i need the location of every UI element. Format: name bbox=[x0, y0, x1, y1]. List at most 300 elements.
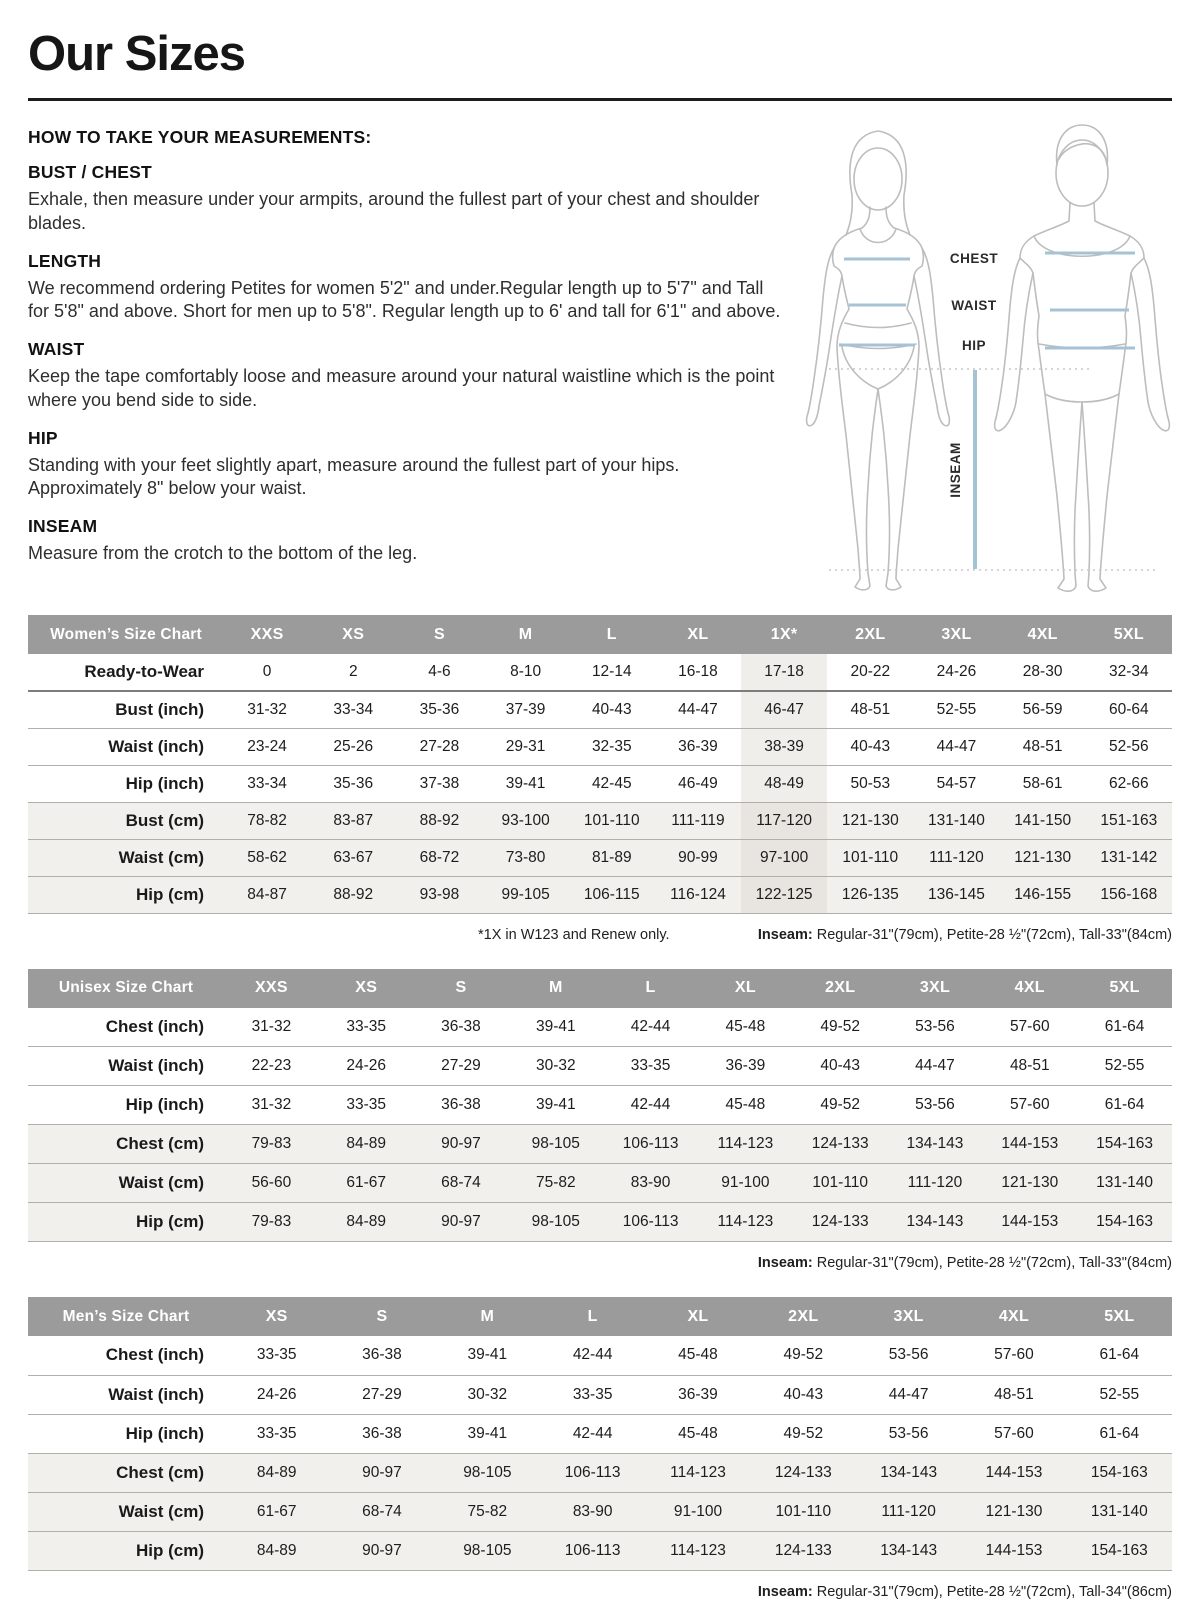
size-value-cell: 61-64 bbox=[1104, 1096, 1145, 1113]
size-value-cell: 36-38 bbox=[441, 1017, 481, 1035]
section-body: Standing with your feet slightly apart, measure around the fullest part of your hips. Approximately 8" below your waist. bbox=[28, 454, 680, 499]
size-value-cell: 37-39 bbox=[505, 700, 546, 718]
size-value-cell: 29-31 bbox=[505, 737, 546, 755]
size-value-cell: 40-43 bbox=[820, 1057, 860, 1074]
size-value-cell: 28-30 bbox=[1022, 663, 1063, 680]
size-column-header: 3XL bbox=[856, 1297, 961, 1336]
size-value-cell: 42-44 bbox=[630, 1017, 671, 1035]
section-title: LENGTH bbox=[28, 250, 102, 271]
size-chart-header-row bbox=[28, 615, 1172, 654]
womens-size-table bbox=[28, 615, 1172, 914]
woman-outline bbox=[807, 131, 950, 590]
size-value-cell: 52-56 bbox=[1109, 737, 1149, 755]
size-value-cell: 36-38 bbox=[441, 1096, 481, 1113]
size-value-cell: 101-110 bbox=[583, 811, 640, 829]
size-value-cell: 45-48 bbox=[678, 1424, 718, 1442]
size-value-cell: 88-92 bbox=[333, 885, 374, 903]
size-value-cell: 101-110 bbox=[812, 1174, 869, 1191]
row-label: Hip (inch) bbox=[125, 773, 204, 793]
size-value-cell: 57-60 bbox=[1009, 1017, 1050, 1035]
size-value-cell: 93-98 bbox=[419, 885, 460, 903]
size-row bbox=[28, 1414, 1172, 1453]
size-row bbox=[28, 654, 1172, 691]
size-value-cell: 4-6 bbox=[428, 663, 451, 680]
size-row bbox=[28, 728, 1172, 765]
size-value-cell: 31-32 bbox=[251, 1096, 292, 1113]
size-value-cell: 49-52 bbox=[783, 1346, 824, 1364]
size-value-cell: 57-60 bbox=[1009, 1096, 1050, 1113]
size-value-cell: 79-83 bbox=[251, 1135, 292, 1152]
size-value-cell: 45-48 bbox=[725, 1096, 766, 1113]
size-value-cell: 78-82 bbox=[247, 811, 287, 829]
size-value-cell: 61-67 bbox=[256, 1502, 297, 1520]
size-value-cell: 57-60 bbox=[994, 1424, 1034, 1442]
size-value-cell: 68-74 bbox=[441, 1174, 481, 1191]
size-value-cell: 151-163 bbox=[1100, 811, 1158, 829]
size-column-header: 5XL bbox=[1086, 615, 1172, 654]
size-value-cell: 12-14 bbox=[591, 663, 632, 680]
chart-title: Women’s Size Chart bbox=[28, 615, 224, 654]
size-value-cell: 88-92 bbox=[419, 811, 460, 829]
size-row bbox=[28, 1453, 1172, 1492]
size-value-cell: 39-41 bbox=[467, 1424, 508, 1442]
size-value-cell: 111-120 bbox=[907, 1174, 963, 1191]
size-value-cell: 124-133 bbox=[811, 1213, 869, 1230]
size-value-cell: 53-56 bbox=[915, 1096, 955, 1113]
size-value-cell: 61-67 bbox=[346, 1174, 387, 1191]
section-body: We recommend ordering Petites for women 5'2" and under.Regular length up to 5'7" and Tall for 5'8" and above. Short for men up to 5'8". Regular length up to 6' and tall for 6'1" and above. bbox=[28, 277, 781, 322]
size-value-cell: 38-39 bbox=[741, 728, 827, 765]
size-value-cell: 144-153 bbox=[1001, 1213, 1059, 1230]
size-value-cell: 33-35 bbox=[346, 1017, 387, 1035]
size-value-cell: 124-133 bbox=[811, 1135, 869, 1152]
size-value-cell: 31-32 bbox=[251, 1017, 292, 1035]
size-value-cell: 131-140 bbox=[928, 811, 985, 829]
size-value-cell: 126-135 bbox=[841, 885, 899, 903]
size-column-header: 3XL bbox=[913, 615, 999, 654]
size-value-cell: 83-90 bbox=[630, 1174, 671, 1191]
size-row bbox=[28, 876, 1172, 913]
mens-size-chart-section bbox=[28, 1297, 1172, 1600]
size-value-cell: 49-52 bbox=[820, 1096, 860, 1113]
size-value-cell: 39-41 bbox=[467, 1346, 508, 1364]
row-label: Bust (cm) bbox=[125, 810, 204, 830]
size-value-cell: 40-43 bbox=[783, 1385, 824, 1403]
size-column-header: XXS bbox=[224, 615, 310, 654]
size-value-cell: 131-140 bbox=[1096, 1174, 1154, 1191]
size-value-cell: 83-90 bbox=[572, 1502, 613, 1520]
size-column-header: 5XL bbox=[1067, 1297, 1172, 1336]
hip-label: HIP bbox=[961, 338, 987, 353]
size-value-cell: 90-97 bbox=[362, 1463, 402, 1481]
size-value-cell: 136-145 bbox=[928, 885, 985, 903]
size-row bbox=[28, 1164, 1172, 1203]
size-value-cell: 23-24 bbox=[247, 737, 287, 755]
row-label: Bust (inch) bbox=[115, 699, 204, 719]
size-column-header: XXS bbox=[224, 969, 319, 1008]
size-value-cell: 146-155 bbox=[1014, 885, 1072, 903]
size-column-header: S bbox=[329, 1297, 434, 1336]
size-chart-header-row bbox=[28, 1297, 1172, 1336]
section-length bbox=[28, 251, 782, 325]
size-value-cell: 68-72 bbox=[419, 848, 460, 866]
size-value-cell: 154-163 bbox=[1096, 1135, 1154, 1152]
size-value-cell: 27-29 bbox=[362, 1385, 402, 1403]
size-value-cell: 111-120 bbox=[881, 1502, 936, 1520]
size-row bbox=[28, 1375, 1172, 1414]
size-value-cell: 39-41 bbox=[535, 1096, 576, 1113]
size-value-cell: 54-57 bbox=[936, 774, 977, 792]
size-value-cell: 134-143 bbox=[880, 1463, 938, 1481]
size-value-cell: 106-113 bbox=[622, 1135, 679, 1152]
man-outline bbox=[995, 125, 1170, 591]
unisex-size-table bbox=[28, 969, 1172, 1243]
size-value-cell: 63-67 bbox=[333, 848, 374, 866]
unisex-inseam-note bbox=[758, 1255, 1172, 1271]
size-value-cell: 40-43 bbox=[850, 737, 891, 755]
size-value-cell: 44-47 bbox=[936, 737, 977, 755]
size-value-cell: 154-163 bbox=[1096, 1213, 1154, 1230]
size-value-cell: 114-123 bbox=[717, 1135, 774, 1152]
size-value-cell: 39-41 bbox=[535, 1017, 576, 1035]
row-label: Waist (inch) bbox=[108, 736, 204, 756]
inseam-note-text: Regular-31"(79cm), Petite-28 ½"(72cm), Tall-33"(84cm) bbox=[812, 1255, 1172, 1271]
size-value-cell: 27-29 bbox=[441, 1057, 481, 1074]
size-value-cell: 17-18 bbox=[741, 654, 827, 691]
size-value-cell: 144-153 bbox=[985, 1463, 1043, 1481]
size-value-cell: 56-60 bbox=[251, 1174, 292, 1191]
size-row bbox=[28, 765, 1172, 802]
size-value-cell: 61-64 bbox=[1099, 1424, 1140, 1442]
size-value-cell: 84-87 bbox=[247, 885, 287, 903]
size-value-cell: 53-56 bbox=[915, 1017, 955, 1035]
size-column-header: 4XL bbox=[961, 1297, 1066, 1336]
size-value-cell: 30-32 bbox=[535, 1057, 576, 1074]
size-value-cell: 114-123 bbox=[670, 1463, 726, 1481]
size-column-header: 2XL bbox=[827, 615, 913, 654]
size-value-cell: 62-66 bbox=[1109, 774, 1149, 792]
size-value-cell: 84-89 bbox=[346, 1213, 387, 1230]
size-value-cell: 39-41 bbox=[505, 774, 546, 792]
body-measurement-figure bbox=[782, 115, 1172, 595]
size-value-cell: 84-89 bbox=[256, 1541, 297, 1559]
size-row bbox=[28, 1492, 1172, 1531]
section-hip bbox=[28, 428, 782, 502]
size-value-cell: 40-43 bbox=[591, 700, 632, 718]
size-chart-header-row bbox=[28, 969, 1172, 1008]
size-value-cell: 24-26 bbox=[256, 1385, 297, 1403]
size-value-cell: 53-56 bbox=[888, 1424, 929, 1442]
size-value-cell: 22-23 bbox=[251, 1057, 292, 1074]
row-label: Hip (inch) bbox=[125, 1095, 204, 1114]
size-column-header: XS bbox=[310, 615, 396, 654]
body-diagram-svg bbox=[782, 117, 1172, 595]
chest-label: CHEST bbox=[949, 251, 999, 266]
size-value-cell: 24-26 bbox=[936, 663, 977, 680]
section-title: HIP bbox=[28, 427, 58, 448]
size-value-cell: 121-130 bbox=[985, 1502, 1043, 1520]
size-value-cell: 98-105 bbox=[463, 1541, 512, 1559]
size-value-cell: 98-105 bbox=[531, 1213, 580, 1230]
size-value-cell: 49-52 bbox=[783, 1424, 824, 1442]
size-value-cell: 154-163 bbox=[1090, 1463, 1148, 1481]
size-row bbox=[28, 802, 1172, 839]
size-value-cell: 79-83 bbox=[251, 1213, 292, 1230]
size-value-cell: 30-32 bbox=[467, 1385, 508, 1403]
size-value-cell: 81-89 bbox=[591, 848, 632, 866]
size-column-header: XL bbox=[645, 1297, 750, 1336]
size-value-cell: 45-48 bbox=[725, 1017, 766, 1035]
size-value-cell: 61-64 bbox=[1099, 1346, 1140, 1364]
inseam-note-label: Inseam: bbox=[757, 1583, 813, 1600]
row-label: Chest (inch) bbox=[105, 1016, 204, 1036]
size-value-cell: 93-100 bbox=[501, 811, 550, 829]
row-label: Chest (cm) bbox=[116, 1134, 204, 1153]
size-value-cell: 134-143 bbox=[906, 1135, 964, 1152]
mens-inseam-note bbox=[758, 1584, 1172, 1600]
size-value-cell: 141-150 bbox=[1014, 811, 1072, 829]
size-value-cell: 121-130 bbox=[841, 811, 899, 829]
size-column-header: S bbox=[396, 615, 482, 654]
section-title: WAIST bbox=[28, 339, 85, 359]
size-value-cell: 124-133 bbox=[774, 1541, 832, 1559]
size-value-cell: 73-80 bbox=[505, 848, 546, 866]
section-title: BUST / CHEST bbox=[28, 162, 152, 182]
size-value-cell: 57-60 bbox=[994, 1346, 1034, 1364]
size-column-header: XL bbox=[655, 615, 741, 654]
size-value-cell: 46-47 bbox=[741, 691, 827, 728]
size-value-cell: 35-36 bbox=[333, 774, 374, 792]
size-value-cell: 122-125 bbox=[741, 876, 827, 913]
size-value-cell: 121-130 bbox=[1014, 848, 1072, 866]
size-value-cell: 124-133 bbox=[774, 1463, 832, 1481]
section-body: Exhale, then measure under your armpits, around the fullest part of your chest and shoulder blades. bbox=[28, 189, 760, 233]
size-value-cell: 101-110 bbox=[775, 1502, 832, 1520]
size-value-cell: 48-51 bbox=[1009, 1057, 1050, 1074]
size-value-cell: 33-35 bbox=[630, 1057, 671, 1074]
mens-size-table bbox=[28, 1297, 1172, 1571]
size-value-cell: 144-153 bbox=[985, 1541, 1043, 1559]
section-body: Measure from the crotch to the bottom of the leg. bbox=[28, 543, 418, 563]
size-value-cell: 75-82 bbox=[467, 1502, 508, 1520]
size-column-header: L bbox=[603, 969, 698, 1008]
unisex-size-chart-section bbox=[28, 969, 1172, 1272]
size-value-cell: 48-49 bbox=[741, 765, 827, 802]
size-value-cell: 25-26 bbox=[333, 737, 374, 755]
row-label: Waist (inch) bbox=[108, 1384, 204, 1404]
size-value-cell: 36-39 bbox=[678, 1385, 718, 1403]
size-value-cell: 106-115 bbox=[583, 885, 640, 903]
size-value-cell: 52-55 bbox=[1099, 1385, 1140, 1403]
size-column-header: 5XL bbox=[1077, 969, 1172, 1008]
size-value-cell: 24-26 bbox=[346, 1057, 387, 1074]
mens-table-notes bbox=[28, 1584, 1172, 1600]
row-label: Hip (inch) bbox=[125, 1423, 204, 1443]
size-value-cell: 48-51 bbox=[850, 700, 891, 718]
size-value-cell: 46-49 bbox=[678, 774, 718, 792]
size-value-cell: 8-10 bbox=[510, 663, 542, 680]
size-value-cell: 106-113 bbox=[564, 1463, 621, 1481]
size-value-cell: 75-82 bbox=[535, 1174, 576, 1191]
size-value-cell: 68-74 bbox=[362, 1502, 402, 1520]
size-value-cell: 111-120 bbox=[929, 848, 984, 866]
size-value-cell: 111-119 bbox=[671, 811, 725, 829]
size-value-cell: 32-34 bbox=[1109, 663, 1149, 680]
size-column-header: 4XL bbox=[1000, 615, 1086, 654]
size-value-cell: 131-142 bbox=[1100, 848, 1158, 866]
size-value-cell: 27-28 bbox=[419, 737, 460, 755]
row-label: Chest (inch) bbox=[105, 1345, 204, 1365]
size-value-cell: 0 bbox=[262, 663, 272, 680]
row-label: Waist (cm) bbox=[118, 847, 204, 867]
size-row bbox=[28, 1203, 1172, 1242]
size-value-cell: 48-51 bbox=[994, 1385, 1034, 1403]
size-value-cell: 90-97 bbox=[362, 1541, 402, 1559]
row-label: Chest (cm) bbox=[116, 1462, 204, 1482]
size-column-header: L bbox=[540, 1297, 645, 1336]
measurement-instructions bbox=[28, 115, 782, 595]
size-value-cell: 91-100 bbox=[673, 1502, 723, 1520]
size-value-cell: 35-36 bbox=[419, 700, 460, 718]
size-value-cell: 91-100 bbox=[721, 1174, 770, 1191]
size-value-cell: 48-51 bbox=[1022, 737, 1063, 755]
size-value-cell: 116-124 bbox=[670, 885, 726, 903]
womens-size-chart-section bbox=[28, 615, 1172, 943]
size-value-cell: 84-89 bbox=[256, 1463, 297, 1481]
size-column-header: 4XL bbox=[982, 969, 1077, 1008]
inseam-label: INSEAM bbox=[948, 442, 963, 498]
size-value-cell: 44-47 bbox=[915, 1057, 955, 1074]
size-value-cell: 36-39 bbox=[678, 737, 718, 755]
size-row bbox=[28, 1125, 1172, 1164]
size-value-cell: 37-38 bbox=[419, 774, 460, 792]
size-row bbox=[28, 1086, 1172, 1125]
size-value-cell: 42-44 bbox=[630, 1096, 671, 1113]
chart-title: Men’s Size Chart bbox=[28, 1297, 224, 1336]
size-value-cell: 33-35 bbox=[256, 1346, 297, 1364]
size-value-cell: 154-163 bbox=[1090, 1541, 1148, 1559]
size-value-cell: 33-35 bbox=[256, 1424, 297, 1442]
size-value-cell: 114-123 bbox=[717, 1213, 774, 1230]
intro-section bbox=[28, 115, 1172, 595]
row-label: Waist (cm) bbox=[118, 1173, 204, 1192]
row-label: Hip (cm) bbox=[136, 1540, 204, 1560]
size-value-cell: 31-32 bbox=[247, 700, 287, 718]
size-value-cell: 16-18 bbox=[678, 663, 718, 680]
size-value-cell: 84-89 bbox=[346, 1135, 387, 1152]
size-value-cell: 20-22 bbox=[850, 663, 891, 680]
size-value-cell: 58-61 bbox=[1022, 774, 1063, 792]
size-value-cell: 42-44 bbox=[572, 1424, 613, 1442]
inseam-note-label: Inseam: bbox=[757, 1255, 813, 1271]
size-value-cell: 44-47 bbox=[888, 1385, 929, 1403]
size-value-cell: 144-153 bbox=[1001, 1135, 1059, 1152]
size-value-cell: 36-39 bbox=[725, 1057, 766, 1074]
size-column-header: 2XL bbox=[751, 1297, 856, 1336]
size-value-cell: 114-123 bbox=[670, 1541, 726, 1559]
row-label: Hip (cm) bbox=[136, 884, 204, 904]
size-value-cell: 90-99 bbox=[678, 848, 718, 866]
size-value-cell: 117-120 bbox=[741, 802, 827, 839]
size-row bbox=[28, 691, 1172, 728]
womens-table-notes bbox=[28, 927, 1172, 943]
size-row bbox=[28, 839, 1172, 876]
womens-inseam-note bbox=[758, 927, 1172, 943]
section-body: Keep the tape comfortably loose and measure around your natural waistline which is the point where you bend side to side. bbox=[28, 366, 775, 410]
size-value-cell: 36-38 bbox=[362, 1424, 402, 1442]
row-label: Hip (cm) bbox=[136, 1212, 204, 1231]
size-value-cell: 42-45 bbox=[591, 774, 632, 792]
1x-footnote: *1X in W123 and Renew only. bbox=[478, 926, 670, 943]
size-column-header: M bbox=[483, 615, 569, 654]
size-value-cell: 106-113 bbox=[622, 1213, 679, 1230]
size-value-cell: 90-97 bbox=[441, 1135, 481, 1152]
inseam-note-text: Regular-31"(79cm), Petite-28 ½"(72cm), Tall-34"(86cm) bbox=[812, 1583, 1172, 1600]
size-column-header: 2XL bbox=[793, 969, 888, 1008]
inseam-note-label: Inseam: bbox=[757, 926, 813, 943]
size-column-header: M bbox=[508, 969, 603, 1008]
size-value-cell: 33-35 bbox=[572, 1385, 613, 1403]
size-column-header: XS bbox=[224, 1297, 329, 1336]
size-value-cell: 45-48 bbox=[678, 1346, 718, 1364]
size-value-cell: 99-105 bbox=[501, 885, 550, 903]
size-value-cell: 32-35 bbox=[591, 737, 632, 755]
size-value-cell: 101-110 bbox=[842, 848, 899, 866]
size-row bbox=[28, 1336, 1172, 1375]
size-value-cell: 61-64 bbox=[1104, 1017, 1145, 1035]
size-value-cell: 98-105 bbox=[463, 1463, 512, 1481]
page-title: Our Sizes bbox=[28, 27, 246, 81]
size-value-cell: 58-62 bbox=[247, 848, 287, 866]
size-value-cell: 131-140 bbox=[1090, 1502, 1148, 1520]
size-value-cell: 49-52 bbox=[820, 1017, 860, 1035]
size-value-cell: 83-87 bbox=[333, 811, 374, 829]
waist-label: WAIST bbox=[951, 298, 997, 313]
size-column-header: S bbox=[414, 969, 509, 1008]
chart-title: Unisex Size Chart bbox=[28, 969, 224, 1008]
size-value-cell: 33-34 bbox=[333, 700, 374, 718]
size-column-header: M bbox=[435, 1297, 540, 1336]
section-title: INSEAM bbox=[28, 516, 98, 536]
size-value-cell: 2 bbox=[348, 663, 358, 680]
size-value-cell: 52-55 bbox=[936, 700, 977, 718]
size-value-cell: 121-130 bbox=[1001, 1174, 1059, 1191]
inseam-note-text: Regular-31"(79cm), Petite-28 ½"(72cm), Tall-33"(84cm) bbox=[812, 926, 1172, 943]
title-divider bbox=[28, 98, 1172, 101]
size-value-cell: 98-105 bbox=[531, 1135, 580, 1152]
instructions-heading: HOW TO TAKE YOUR MEASUREMENTS: bbox=[28, 127, 372, 147]
size-column-header: 1X* bbox=[741, 615, 827, 654]
size-row bbox=[28, 1008, 1172, 1047]
size-value-cell: 36-38 bbox=[362, 1346, 402, 1364]
size-row bbox=[28, 1047, 1172, 1086]
size-value-cell: 106-113 bbox=[564, 1541, 621, 1559]
size-column-header: L bbox=[569, 615, 655, 654]
unisex-table-notes bbox=[28, 1255, 1172, 1271]
size-value-cell: 33-35 bbox=[346, 1096, 387, 1113]
section-inseam bbox=[28, 516, 782, 566]
size-value-cell: 90-97 bbox=[441, 1213, 481, 1230]
size-value-cell: 44-47 bbox=[678, 700, 718, 718]
size-row bbox=[28, 1531, 1172, 1570]
row-label: Waist (cm) bbox=[118, 1501, 204, 1521]
size-value-cell: 42-44 bbox=[572, 1346, 613, 1364]
size-value-cell: 60-64 bbox=[1109, 700, 1149, 718]
row-label: Waist (inch) bbox=[108, 1056, 204, 1075]
row-label: Ready-to-Wear bbox=[84, 662, 204, 681]
size-column-header: XS bbox=[319, 969, 414, 1008]
size-value-cell: 97-100 bbox=[741, 839, 827, 876]
